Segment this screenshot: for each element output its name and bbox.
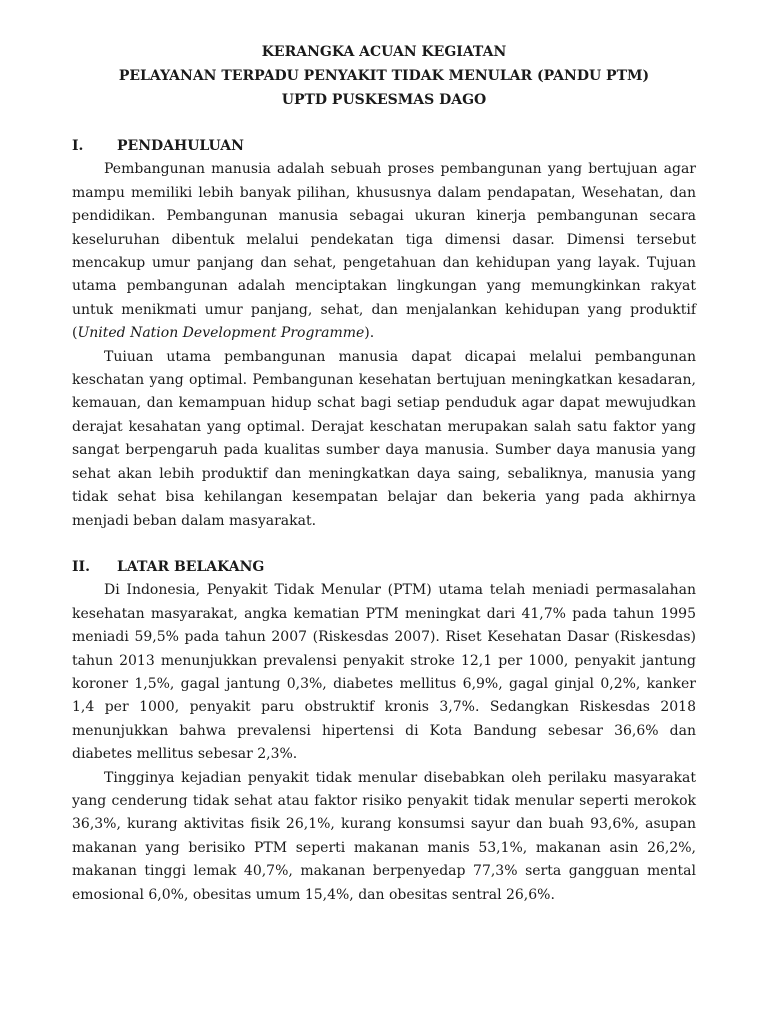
section-number: I.	[72, 138, 84, 154]
document-title-line-1: KERANGKA ACUAN KEGIATAN	[261, 44, 507, 60]
paragraph-text: Pembangunan manusia adalah sebuah proses pembangunan yang bertujuan agar mampu memiliki lebih banyak pilihan, khususnya dalam pendapatan, Wesehatan, dan pendidikan. Pembangunan manusia sebagai ukuran kinerja pembangunan secara keseluruhan dibentuk melalui pendekatan tiga dimensi dasar. Dimensi tersebut mencakup umur panjang dan sehat, pengetahuan dan kehidupan yang layak. Tujuan utama pembangunan adalah menciptakan lingkungan yang memungkinkan rakyat untuk menikmati umur panjang, sehat, dan menjalankan kehidupan yang produktif (	[72, 161, 696, 342]
section-heading-latar-belakang	[72, 556, 696, 579]
paragraph-pendahuluan-2: Tuiuan utama pembangunan manusia dapat dicapai melalui pembangunan keschatan yang optimal. Pembangunan kesehatan bertujuan meningkatkan kesadaran, kemauan, dan kemampuan hidup schat bagi setiap penduduk agar dapat mewujudkan derajat kesahatan yang optimal. Derajat keschatan merupakan salah satu faktor yang sangat berpengaruh pada kualitas sumber daya manusia. Sumber daya manusia yang sehat akan lebih produktif dan meningkatkan daya saing, sebaliknya, manusia yang tidak sehat bisa kehilangan kesempatan belajar dan bekeria yang pada akhirnya menjadi beban dalam masyarakat.	[72, 348, 696, 529]
document-title-line-2: PELAYANAN TERPADU PENYAKIT TIDAK MENULAR (PANDU PTM)	[118, 68, 650, 84]
document-title-line-3: UPTD PUSKESMAS DAGO	[281, 92, 487, 108]
section-title: PENDAHULUAN	[117, 138, 244, 154]
paragraph-latar-belakang-1: Di Indonesia, Penyakit Tidak Menular (PTM) utama telah meniadi permasalahan kesehatan masyarakat, angka kematian PTM meningkat dari 41,7% pada tahun 1995 meniadi 59,5% pada tahun 2007 (Riskesdas 2007). Riset Kesehatan Dasar (Riskesdas) tahun 2013 menunjukkan prevalensi penyakit stroke 12,1 per 1000, penyakit jantung koroner 1,5%, gagal jantung 0,3%, diabetes mellitus 6,9%, gagal ginjal 0,2%, kanker 1,4 per 1000, penyakit paru obstruktif kronis 3,7%. Sedangkan Riskesdas 2018 menunjukkan bahwa prevalensi hipertensi di Kota Bandung sebesar 36,6% dan diabetes mellitus sebesar 2,3%.	[72, 582, 696, 763]
section-title: LATAR BELAKANG	[117, 558, 265, 575]
section-heading-pendahuluan	[72, 135, 696, 158]
paragraph-latar-belakang-2: Tingginya kejadian penyakit tidak menular disebabkan oleh perilaku masyarakat yang cenderung tidak sehat atau faktor risiko penyakit tidak menular seperti merokok 36,3%, kurang aktivitas fisik 26,1%, kurang konsumsi sayur dan buah 93,6%, asupan makanan yang berisiko PTM seperti makanan manis 53,1%, makanan asin 26,2%, makanan tinggi lemak 40,7%, makanan berpenyedap 77,3% serta gangguan mental emosional 6,0%, obesitas umum 15,4%, dan obesitas sentral 26,6%.	[72, 769, 696, 903]
paragraph-pendahuluan-1	[72, 158, 696, 345]
italic-source: United Nation Development Programme	[77, 325, 365, 342]
section-number: II.	[72, 558, 90, 575]
paragraph-tail: ).	[364, 325, 375, 342]
